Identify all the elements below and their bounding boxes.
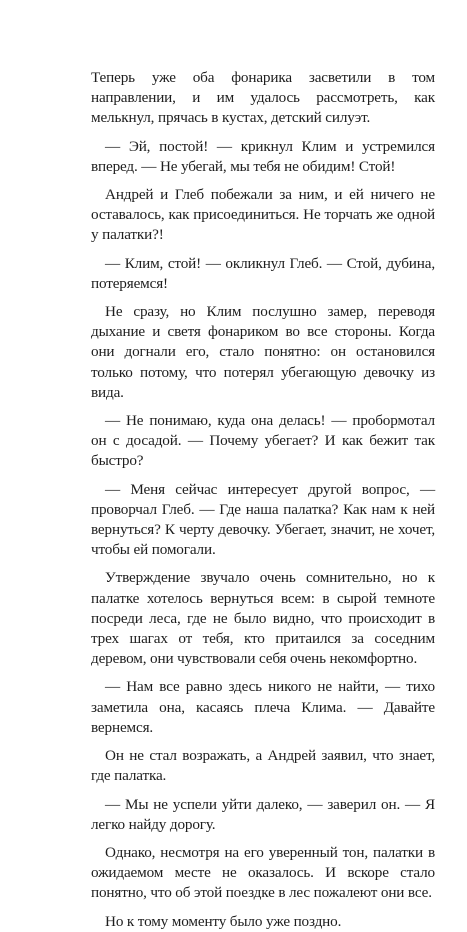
paragraph: Но к тому моменту было уже поздно. [105,912,342,930]
paragraph: — Нам все равно здесь никого не найти, — тихо заметила она, касаясь плеча Клима. — Давайте вернемся. [91,678,435,736]
paragraph: — Эй, постой! — крикнул Клим и устремился вперед. — Не убегай, мы тебя не обидим! Стой! [91,137,435,175]
paragraph: Теперь уже оба фонарика засветили в том направлении, и им удалось рассмотреть, как мелькнул, прячась в кустах, детский силуэт. [91,69,435,127]
paragraph: Утверждение звучало очень сомнительно, но к палатке хотелось вернуться всем: в сырой темноте посреди леса, где не было видно, что происходит в трех шагах от тебя, кто притаился за соседним деревом, они чувствовали себя очень некомфортно. [91,569,435,668]
paragraph: — Мы не успели уйти далеко, — заверил он. — Я легко найду дорогу. [91,795,435,833]
paragraph: Он не стал возражать, а Андрей заявил, что знает, где палатка. [91,747,435,785]
paragraph: — Не понимаю, куда она делась! — пробормотал он с досадой. — Почему убегает? И как бежит так быстро? [91,412,435,470]
paragraph: Не сразу, но Клим послушно замер, переводя дыхание и светя фонариком во все стороны. Когда они догнали его, стало понятно: он остановился только потому, что потерял убегающую девочку из вида. [91,303,435,401]
paragraph: — Клим, стой! — окликнул Глеб. — Стой, дубина, потеряемся! [91,254,435,292]
paragraph: — Меня сейчас интересует другой вопрос, — проворчал Глеб. — Где наша палатка? Как нам к ней вернуться? К черту девочку. Убегает, значит, не хочет, чтобы ей помогали. [91,480,435,559]
paragraph: Однако, несмотря на его уверенный тон, палатки в ожидаемом месте не оказалось. И вскоре стало понятно, что об этой поездке в лес пожалеют они все. [91,843,435,902]
book-page-text [91,68,435,932]
paragraph: Андрей и Глеб побежали за ним, и ей ничего не оставалось, как присоединиться. Не торчать же одной у палатки?! [91,186,435,244]
